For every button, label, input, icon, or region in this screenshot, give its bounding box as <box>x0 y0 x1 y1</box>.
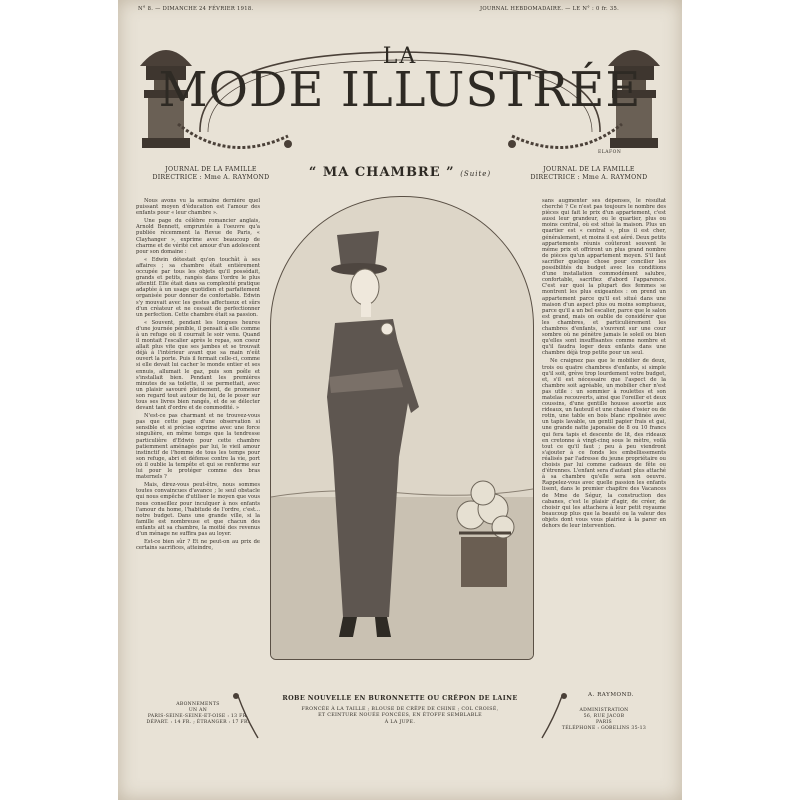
subscription-info <box>138 702 258 726</box>
caption-line: À LA JUPE. <box>384 719 416 725</box>
left-info <box>146 166 276 182</box>
administration-info <box>542 708 666 732</box>
paragraph: N'est-ce pas charmant et ne trouvez-vous pas que cette page d'une observation si sensible et si précise exprime avec une force singulière, en même temps que la tendresse particulière d'Edwin pour cette chambre patiemment aménagée par lui, le vieil amour instinctif de l'homme de tous les temps pour son refuge, abri et défense contre la vie, port où il oublie la tempête et qui se renferme sur lui pour le protéger comme des bras maternels ? <box>136 413 260 481</box>
masthead-title: MODE ILLUSTRÉE <box>158 62 642 118</box>
footer-line: 56, RUE JACOB <box>583 714 625 719</box>
article-title-suite: (Suite) <box>460 170 492 178</box>
caption-line: FRONCÉE À LA TAILLE ; BLOUSE DE CRÊPE DE CHINE ; COL CROISÉ, <box>301 707 499 712</box>
flower-pot-icon <box>457 481 514 587</box>
footer-line: ABONNEMENTS <box>176 702 220 707</box>
fashion-illustration <box>270 196 534 660</box>
caption-line: ET CEINTURE NOUÉE FONCÉES, EN ÉTOFFE SEMBLABLE <box>318 713 482 719</box>
right-info-line: DIRECTRICE : Mme A. RAYMOND <box>530 174 648 181</box>
illustration-drawing <box>271 197 533 659</box>
artist-signature: ELAFON <box>598 150 622 155</box>
paragraph: Une page du célèbre romancier anglais, Arnold Bennett, empruntée à l'oeuvre qu'a publiée récemment la Revue de Paris, « Clayhanger », exprime avec beaucoup de charme et de vérité cet amour d'un adolescent pour son domaine : <box>136 218 260 255</box>
weekly-price: JOURNAL HEBDOMADAIRE. — LE N° : 0 fr. 35. <box>480 6 620 12</box>
left-info-line: JOURNAL DE LA FAMILLE <box>165 166 257 173</box>
article-left-column <box>136 198 260 688</box>
footer-line: UN AN <box>188 708 208 713</box>
right-info <box>524 166 654 182</box>
paragraph: Ne craignez pas que le mobilier de deux, trois ou quatre chambres d'enfants, si simple qu'il soit, grève trop lourdement votre budget, et, s'il est nécessaire que l'aspect de la chambre soit agréable, un mobilier cher n'est pas utile : un sommier à roulettes et son matelas recouverts, ainsi que l'oreiller et deux coussins, d'une gentille housse assortie aux rideaux, un fauteuil et une chaise d'osier ou de rotin, une table en bois blanc ripolinée avec un tapis lavable, un gentil papier frais et gai, une grande natte japonaise de 8 ou 10 francs qui fera tapis et descente de lit, des rideaux en cretonne à vingt-cinq sous le mètre, voilà tout ce qu'il faut ; peu à peu viendront s'ajouter à ce fonds les embellissements réalisés par l'adresse du jeune propriétaire ou choisis par lui comme cadeaux de fête ou d'étrennes. L'enfant sera d'autant plus attaché à sa chambre qu'elle sera son oeuvre. Rappelez-vous avec quelle passion les enfants lisent, dans le premier chapitre des Vacances de Mme de Ségur, la construction des cabanes, c'est le plaisir d'agir, de créer, de choisir qui les attachera à leur petit royaume beaucoup plus que la beauté ou la valeur des objets dont vous vous plairiez à la parer en dehors de leur intervention. <box>542 358 666 529</box>
footer-line: DÉPART. : 14 FR. ; ÉTRANGER : 17 FR. <box>146 720 250 725</box>
paragraph: sans augmenter ses dépenses, le résultat cherché ? Ce n'est pas toujours le nombre des pièces qui fait le prix d'un appartement, c'est aussi leur grandeur, ou le quartier, plus ou moins central, où est situé la maison. Plus un quartier est « central », plus il est cher, généralement, et moins il est aéré. Deux petits appartements réunis coûteront souvent le même prix et offriront un plus grand nombre de pièces qu'un appartement moyen. S'il faut sacrifier quelque chose pour concilier les possibilités du budget avec les conditions d'une installation commodément salubre, confortable, sacrifiez d'abord l'apparence. C'est sur quoi la plupart des femmes se montrent les plus exigeantes : on prend un appartement parce qu'il est situé dans une maison d'un aspect plus ou moins somptueux, parce qu'il a un bel escalier, parce que le salon est grand, mais on oublie de considérer que les chambres, et particulièrement les chambres d'enfants, s'ouvrent sur une cour sombre où ne pénètre jamais le soleil ou bien qu'elles sont insuffisantes comme nombre et qu'il faudra loger deux enfants dans une chambre déjà trop petite pour un seul. <box>542 198 666 357</box>
issue-date: N° 8. — DIMANCHE 24 FÉVRIER 1918. <box>138 6 254 12</box>
article-title <box>268 165 532 180</box>
paragraph: « Souvent, pendant les longues heures d'une journée pénible, il pensait à elle comme à un refuge où il courrait le soir venu. Quand il montait l'escalier après le repas, son coeur allait plus vite que ses jambes et se trouvait déjà à l'intérieur avant que sa main n'eût ouvert la porte. Puis il fermait celle-ci, comme si elle devait lui cacher le monde entier et ses ennuis, allumait le gaz, puis son poêle et s'installait bien. Pendant les premières minutes de sa toilette, il se permettait, avec un plaisir savouré pleinement, de promener son regard tout autour de lui, de le poser sur tous ses livres bien rangés, et de se délecter devant tant d'ordre et de commodité. » <box>136 319 260 412</box>
paragraph: « Edwin détestait qu'on touchât à ses affaires ; sa chambre était entièrement occupée par tous les objets qu'il possédait, grands et petits, rangés dans l'ordre le plus attentif. Elle était dans sa complexité pratique adaptée à un usage quotidien et parfaitement organisée pour donner de confortable. Edwin s'y mouvait avec les gestes affectueux et sûrs d'un créateur et ne cessait de perfectionner un perfection. Cette chambre était sa passion. <box>136 256 260 318</box>
footer-line: ADMINISTRATION <box>579 708 629 713</box>
illustration-caption: ROBE NOUVELLE EN BURONNETTE OU CRÊPON DE LAINE <box>282 694 518 702</box>
paragraph: Est-ce bien sûr ? Et ne peut-on au prix de certains sacrifices, atteindre, <box>136 539 260 552</box>
article-right-column <box>542 198 666 688</box>
masthead-la: LA <box>382 44 418 69</box>
footer-line: PARIS-SEINE-SEINE-ET-OISE : 13 FR. <box>147 714 249 719</box>
newspaper-page <box>118 0 682 800</box>
article-title-text: “ MA CHAMBRE ” <box>308 165 455 180</box>
paragraph: Nous avons vu la semaine dernière quel puissant moyen d'éducation est l'amour des enfants pour « leur chambre ». <box>136 198 260 217</box>
article-signature: A. RAYMOND. <box>588 692 635 698</box>
footer-line: TÉLÉPHONE : GOBELINS 35-13 <box>561 726 647 731</box>
footer-line: PARIS <box>596 720 612 725</box>
left-info-line: DIRECTRICE : Mme A. RAYMOND <box>152 174 270 181</box>
paragraph: Mais, direz-vous peut-être, nous sommes toutes convaincues d'avance ; le seul obstacle qui nous empêche d'utiliser le moyen que vous nous conseillez pour inculquer à nos enfants l'amour du home, l'habitude de l'ordre, c'est... notre budget. Dans une grande ville, si la famille est nombreuse et que chacun des enfants ait sa chambre, la moitié des revenus d'un ménage ne suffira pas au loyer. <box>136 482 260 537</box>
right-info-line: JOURNAL DE LA FAMILLE <box>543 166 635 173</box>
